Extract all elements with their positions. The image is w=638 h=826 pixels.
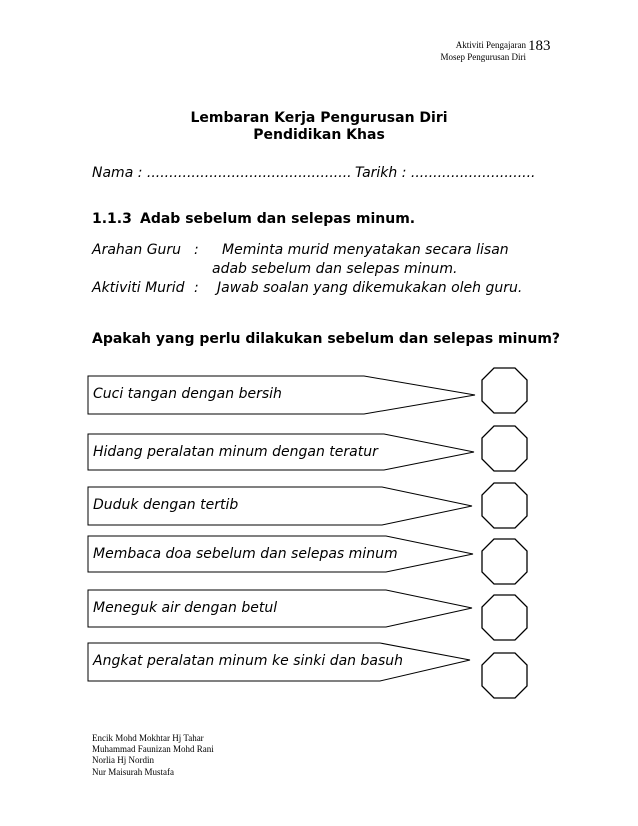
author-list <box>92 733 214 778</box>
worksheet-subtitle: Pendidikan Khas <box>253 127 385 143</box>
answer-label: Angkat peralatan minum ke sinki dan basuh <box>93 653 403 669</box>
header-subject-line: Aktiviti Pengajaran <box>455 40 526 50</box>
author-name: Nur Maisurah Mustafa <box>92 766 174 777</box>
author-name: Encik Mohd Mokhtar Hj Tahar <box>92 733 204 743</box>
worksheet-title: Lembaran Kerja Pengurusan Diri <box>190 110 448 126</box>
student-activity-colon: : <box>194 280 199 296</box>
teacher-instruction-colon: : <box>194 242 199 258</box>
answer-octagon[interactable] <box>482 539 527 584</box>
answer-label: Cuci tangan dengan bersih <box>93 386 282 402</box>
teacher-instruction-text-line1: Meminta murid menyatakan secara lisan <box>222 242 509 258</box>
name-field: Nama : .............................................. <box>92 165 352 181</box>
teacher-instruction-text-line2: adab sebelum dan selepas minum. <box>212 261 458 277</box>
answer-octagon[interactable] <box>482 483 527 528</box>
teacher-instruction-label: Arahan Guru <box>92 242 182 258</box>
question-text: Apakah yang perlu dilakukan sebelum dan selepas minum? <box>92 331 561 347</box>
answer-octagon[interactable] <box>482 653 527 698</box>
author-name: Norlia Hj Nordin <box>92 755 154 766</box>
answer-label: Membaca doa sebelum dan selepas minum <box>93 546 398 562</box>
student-activity-label: Aktiviti Murid <box>92 280 185 296</box>
topic-number: 1.1.3 <box>92 211 132 227</box>
answer-label: Hidang peralatan minum dengan teratur <box>93 444 378 460</box>
header-module-line: Mosep Pengurusan Diri <box>440 52 526 62</box>
answer-octagon[interactable] <box>482 426 527 471</box>
page-number: 183 <box>528 38 551 54</box>
answer-label: Meneguk air dengan betul <box>93 600 278 616</box>
answer-label: Duduk dengan tertib <box>93 497 239 513</box>
topic-title: Adab sebelum dan selepas minum. <box>140 211 416 227</box>
answer-octagon[interactable] <box>482 368 527 413</box>
answer-octagon[interactable] <box>482 595 527 640</box>
author-name: Muhammad Faunizan Mohd Rani <box>92 744 214 755</box>
student-activity-text: Jawab soalan yang dikemukakan oleh guru. <box>217 280 523 296</box>
date-field: Tarikh : ............................ <box>355 165 536 181</box>
